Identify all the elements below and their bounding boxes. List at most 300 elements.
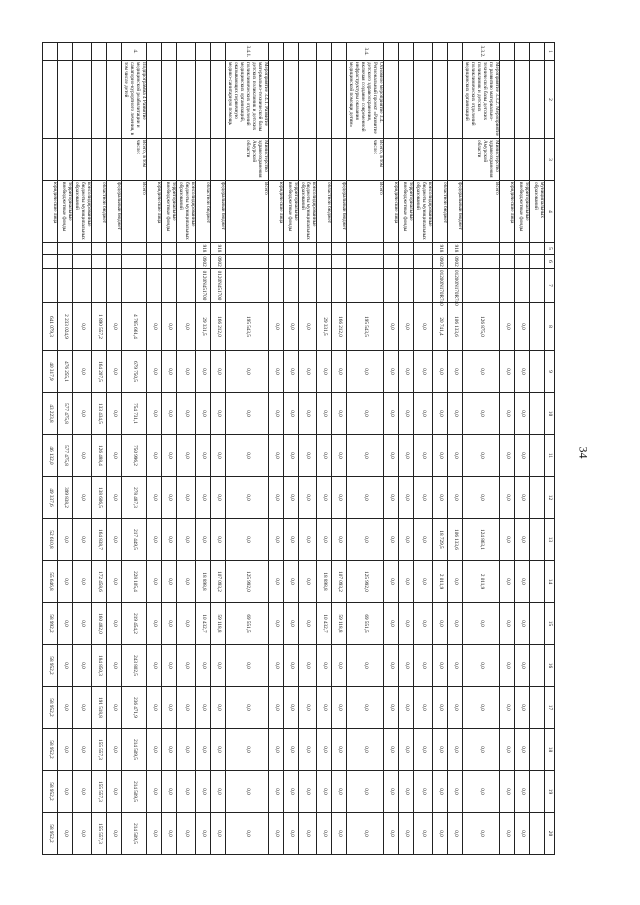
value-cell: 0,0 (210, 729, 225, 771)
value-cell: 0,0 (399, 771, 414, 813)
value-cell: 0,0 (161, 561, 176, 603)
table-row (268, 43, 283, 855)
value-cell: 0,0 (463, 477, 500, 519)
cell-c4: территориальные внебюджетные фонды (515, 181, 530, 243)
cell-c1 (107, 43, 122, 61)
value-cell: 0,0 (210, 687, 225, 729)
cell-c2 (283, 61, 298, 139)
cell-c7 (414, 269, 433, 303)
value-cell: 1 890 557,2 (92, 303, 107, 351)
cell-c5 (298, 243, 317, 255)
value-cell: 0,0 (268, 393, 283, 435)
cell-c1 (530, 43, 545, 61)
cell-c7 (225, 269, 268, 303)
value-cell: 0,0 (448, 603, 463, 645)
value-cell: 0,0 (384, 645, 399, 687)
value-cell: 0,0 (146, 771, 161, 813)
value-cell: 0,0 (399, 729, 414, 771)
value-cell: 0,0 (176, 435, 195, 477)
value-cell: 0,0 (107, 687, 122, 729)
value-cell: 0,0 (463, 771, 500, 813)
value-cell: 0,0 (515, 435, 530, 477)
value-cell: 0,0 (448, 729, 463, 771)
cell-c1: 3.4.1. (225, 43, 268, 61)
value-cell: 0,0 (500, 771, 515, 813)
cell-c5 (92, 243, 107, 255)
value-cell: 40 317,9 (43, 351, 58, 393)
value-cell: 58 992,2 (43, 603, 58, 645)
cell-c2 (92, 61, 107, 139)
value-cell: 0,0 (399, 645, 414, 687)
value-cell: 278 487,3 (122, 477, 147, 519)
value-cell: 0,0 (225, 771, 268, 813)
cell-c6 (298, 255, 317, 269)
value-cell: 0,0 (210, 393, 225, 435)
cell-c3 (283, 139, 298, 181)
value-cell: 0,0 (146, 561, 161, 603)
value-cell: 0,0 (515, 771, 530, 813)
cell-c1 (414, 43, 433, 61)
value-cell: 0,0 (283, 687, 298, 729)
cell-c2 (161, 61, 176, 139)
value-cell: 0,0 (107, 561, 122, 603)
value-cell: 0,0 (500, 687, 515, 729)
value-cell: 0,0 (225, 351, 268, 393)
value-cell: 0,0 (195, 519, 210, 561)
value-cell: 0,0 (146, 687, 161, 729)
cell-c5 (73, 243, 92, 255)
value-cell (530, 687, 545, 729)
cell-c2 (500, 61, 515, 139)
value-cell: 0,0 (433, 435, 448, 477)
value-cell (530, 351, 545, 393)
value-cell: 2 233 024,9 (58, 303, 73, 351)
value-cell (530, 303, 545, 351)
cell-c6 (268, 255, 283, 269)
cell-c3: Министерство здравоохранения Амурской области (225, 139, 268, 181)
value-cell: 0,0 (515, 729, 530, 771)
table-row (515, 43, 530, 855)
header-cell: 19 (545, 771, 555, 813)
value-cell: 0,0 (448, 645, 463, 687)
value-cell: 0,0 (58, 687, 73, 729)
value-cell: 0,0 (73, 519, 92, 561)
cell-c4: территориальные внебюджетные фонды (161, 181, 176, 243)
value-cell: 0,0 (384, 519, 399, 561)
value-cell: 69 551,5 (225, 603, 268, 645)
value-cell: 4 765 661,4 (122, 303, 147, 351)
value-cell: 0,0 (347, 351, 384, 393)
cell-c2 (146, 61, 161, 139)
value-cell: 29 331,5 (195, 303, 210, 351)
value-cell: 0,0 (298, 687, 317, 729)
cell-c7: 01200N170R740 (433, 269, 448, 303)
cell-c2 (268, 61, 283, 139)
cell-c6: 0902 (210, 255, 225, 269)
value-cell: 0,0 (210, 351, 225, 393)
table-row (92, 43, 107, 855)
value-cell: 0,0 (58, 561, 73, 603)
value-cell: 0,0 (176, 771, 195, 813)
cell-c1 (268, 43, 283, 61)
value-cell: 0,0 (298, 351, 317, 393)
value-cell: 0,0 (448, 435, 463, 477)
cell-c3 (399, 139, 414, 181)
header-cell: 7 (545, 269, 555, 303)
value-cell: 0,0 (195, 729, 210, 771)
value-cell: 0,0 (448, 477, 463, 519)
cell-c2 (43, 61, 58, 139)
cell-c7 (384, 269, 399, 303)
value-cell: 0,0 (176, 729, 195, 771)
value-cell: 0,0 (58, 729, 73, 771)
value-cell: 195 543,5 (225, 303, 268, 351)
value-cell: 0,0 (58, 813, 73, 855)
value-cell: 0,0 (500, 603, 515, 645)
value-cell: 172 458,6 (92, 561, 107, 603)
value-cell: 0,0 (347, 645, 384, 687)
value-cell: 0,0 (161, 393, 176, 435)
value-cell: 160 482,0 (92, 603, 107, 645)
value-cell: 0,0 (73, 477, 92, 519)
cell-c3 (500, 139, 515, 181)
value-cell: 0,0 (58, 519, 73, 561)
value-cell (530, 729, 545, 771)
value-cell: 58 952,2 (43, 813, 58, 855)
cell-c1 (283, 43, 298, 61)
cell-c7 (399, 269, 414, 303)
value-cell (530, 393, 545, 435)
value-cell: 0,0 (317, 687, 332, 729)
value-cell: 0,0 (283, 519, 298, 561)
value-cell: 0,0 (73, 687, 92, 729)
value-cell: 0,0 (463, 351, 500, 393)
cell-c5: 918 (210, 243, 225, 255)
cell-c6 (399, 255, 414, 269)
cell-c7 (515, 269, 530, 303)
cell-c5 (317, 243, 332, 255)
value-cell: 0,0 (463, 687, 500, 729)
value-cell: 155 557,3 (92, 771, 107, 813)
value-cell: 228 105,4 (122, 561, 147, 603)
value-cell: 58 952,2 (43, 729, 58, 771)
value-cell (530, 477, 545, 519)
value-cell: 0,0 (500, 477, 515, 519)
cell-c7 (146, 269, 161, 303)
value-cell: 0,0 (500, 729, 515, 771)
value-cell: 155 557,3 (92, 729, 107, 771)
value-cell: 0,0 (298, 477, 317, 519)
value-cell: 0,0 (463, 813, 500, 855)
cell-c2 (414, 61, 433, 139)
cell-c7 (43, 269, 58, 303)
value-cell: 20 741,4 (433, 303, 448, 351)
value-cell: 0,0 (500, 813, 515, 855)
value-cell (530, 519, 545, 561)
value-cell: 124 863,1 (463, 519, 500, 561)
value-cell: 191 518,8 (92, 687, 107, 729)
cell-c4: юридические лица (500, 181, 515, 243)
table-row (210, 43, 225, 855)
cell-c6 (500, 255, 515, 269)
cell-c2 (515, 61, 530, 139)
value-cell: 0,0 (414, 729, 433, 771)
value-cell: 577 475,8 (58, 393, 73, 435)
value-cell: 0,0 (515, 603, 530, 645)
value-cell: 0,0 (515, 561, 530, 603)
cell-c3 (58, 139, 73, 181)
value-cell: 0,0 (515, 393, 530, 435)
value-cell: 0,0 (146, 645, 161, 687)
cell-c5 (107, 243, 122, 255)
value-cell: 0,0 (107, 303, 122, 351)
budget-table-sheet (48, 42, 555, 852)
value-cell: 0,0 (332, 687, 347, 729)
value-cell: 184 850,3 (92, 645, 107, 687)
header-cell: 16 (545, 645, 555, 687)
table-row (225, 43, 268, 855)
cell-c5 (399, 243, 414, 255)
cell-c7 (317, 269, 332, 303)
value-cell: 0,0 (146, 603, 161, 645)
value-cell: 0,0 (210, 435, 225, 477)
value-cell: 55 646,8 (43, 561, 58, 603)
value-cell: 0,0 (225, 519, 268, 561)
value-cell: 0,0 (146, 729, 161, 771)
value-cell: 58 952,2 (43, 687, 58, 729)
value-cell: 0,0 (161, 351, 176, 393)
cell-c4: территориальные внебюджетные фонды (58, 181, 73, 243)
value-cell: 0,0 (58, 603, 73, 645)
value-cell: 0,0 (268, 771, 283, 813)
cell-c4: консолидированные бюджеты муниципальных образований (298, 181, 317, 243)
value-cell: 0,0 (283, 561, 298, 603)
value-cell: 0,0 (298, 729, 317, 771)
cell-c4: юридические лица (146, 181, 161, 243)
value-cell: 0,0 (195, 477, 210, 519)
value-cell: 0,0 (268, 729, 283, 771)
value-cell: 0,0 (161, 687, 176, 729)
value-cell: 0,0 (298, 519, 317, 561)
value-cell: 217 449,5 (122, 519, 147, 561)
cell-c5 (515, 243, 530, 255)
value-cell: 0,0 (414, 303, 433, 351)
cell-c2 (384, 61, 399, 139)
cell-c4: федеральный бюджет (210, 181, 225, 243)
cell-c7 (347, 269, 384, 303)
value-cell: 0,0 (146, 477, 161, 519)
value-cell: 0,0 (384, 729, 399, 771)
value-cell: 0,0 (414, 771, 433, 813)
cell-c6 (176, 255, 195, 269)
cell-c6 (122, 255, 147, 269)
value-cell: 0,0 (268, 435, 283, 477)
cell-c4: федеральный бюджет (332, 181, 347, 243)
cell-c5 (530, 243, 545, 255)
table-row (399, 43, 414, 855)
value-cell: 0,0 (433, 351, 448, 393)
value-cell: 18 898,8 (317, 561, 332, 603)
cell-c1 (500, 43, 515, 61)
cell-c7: 0120N451700 (195, 269, 210, 303)
table-row (73, 43, 92, 855)
cell-c1 (92, 43, 107, 61)
cell-c7 (463, 269, 500, 303)
value-cell: 0,0 (384, 561, 399, 603)
value-cell: 58 952,2 (43, 771, 58, 813)
cell-c5 (43, 243, 58, 255)
cell-c2 (298, 61, 317, 139)
cell-c7 (283, 269, 298, 303)
value-cell: 0,0 (73, 645, 92, 687)
value-cell: 0,0 (210, 519, 225, 561)
header-cell: 20 (545, 813, 555, 855)
cell-c6: 0902 (433, 255, 448, 269)
table-row (107, 43, 122, 855)
value-cell: 0,0 (463, 729, 500, 771)
cell-c6 (58, 255, 73, 269)
value-cell: 0,0 (500, 435, 515, 477)
value-cell: 0,0 (107, 393, 122, 435)
value-cell: 0,0 (433, 603, 448, 645)
value-cell: 0,0 (399, 435, 414, 477)
cell-c2: Подпрограмма 4 Развитие медицинской реабилитации и санаторно-курортного лечения, в том числе детей (122, 61, 147, 139)
value-cell: 0,0 (225, 645, 268, 687)
header-cell: 12 (545, 477, 555, 519)
value-cell (530, 435, 545, 477)
value-cell: 43 223,8 (43, 393, 58, 435)
value-cell: 0,0 (225, 813, 268, 855)
value-cell: 0,0 (414, 435, 433, 477)
value-cell: 0,0 (347, 687, 384, 729)
value-cell: 0,0 (268, 351, 283, 393)
header-cell: 8 (545, 303, 555, 351)
value-cell: 0,0 (332, 351, 347, 393)
cell-c3: Всего, в том числе: (122, 139, 147, 181)
value-cell: 0,0 (107, 351, 122, 393)
cell-c7 (161, 269, 176, 303)
value-cell: 0,0 (399, 561, 414, 603)
cell-c6 (332, 255, 347, 269)
cell-c7 (176, 269, 195, 303)
value-cell: 0,0 (58, 645, 73, 687)
value-cell: 0,0 (161, 519, 176, 561)
value-cell: 0,0 (500, 519, 515, 561)
value-cell: 138 606,5 (92, 477, 107, 519)
value-cell: 0,0 (283, 729, 298, 771)
value-cell: 0,0 (176, 351, 195, 393)
cell-c5 (176, 243, 195, 255)
value-cell: 46 132,0 (43, 435, 58, 477)
value-cell: 0,0 (73, 729, 92, 771)
cell-c7 (122, 269, 147, 303)
value-cell: 0,0 (298, 603, 317, 645)
value-cell: 0,0 (384, 477, 399, 519)
cell-c6 (73, 255, 92, 269)
value-cell: 166 212,0 (210, 303, 225, 351)
value-cell: 155 557,3 (92, 813, 107, 855)
cell-c1 (515, 43, 530, 61)
value-cell: 0,0 (384, 813, 399, 855)
table-row (317, 43, 332, 855)
cell-c4: территориальные внебюджетные фонды (399, 181, 414, 243)
cell-c6 (515, 255, 530, 269)
value-cell: 0,0 (384, 393, 399, 435)
value-cell: 10 432,7 (195, 603, 210, 645)
value-cell: 0,0 (463, 603, 500, 645)
cell-c4: консолидированные бюджеты муниципальных образований (73, 181, 92, 243)
value-cell: 0,0 (332, 645, 347, 687)
value-cell: 0,0 (225, 729, 268, 771)
cell-c4: юридические лица (384, 181, 399, 243)
cell-c3 (43, 139, 58, 181)
value-cell: 0,0 (384, 303, 399, 351)
value-cell: 0,0 (161, 477, 176, 519)
cell-c4: консолидированные бюджеты муниципальных образований (414, 181, 433, 243)
value-cell: 10 432,7 (317, 603, 332, 645)
value-cell (530, 645, 545, 687)
table-row (463, 43, 500, 855)
value-cell: 2 011,9 (463, 561, 500, 603)
cell-c3 (73, 139, 92, 181)
cell-c3 (298, 139, 317, 181)
header-cell: 17 (545, 687, 555, 729)
cell-c3: Всего, в том числе: (347, 139, 384, 181)
value-cell: 0,0 (195, 645, 210, 687)
value-cell: 0,0 (332, 813, 347, 855)
table-row (414, 43, 433, 855)
value-cell: 0,0 (500, 645, 515, 687)
cell-c2 (73, 61, 92, 139)
value-cell: 0,0 (332, 477, 347, 519)
value-cell: 0,0 (283, 477, 298, 519)
value-cell: 0,0 (176, 303, 195, 351)
value-cell: 0,0 (195, 813, 210, 855)
value-cell: 641 079,3 (43, 303, 58, 351)
value-cell: 0,0 (210, 645, 225, 687)
cell-c5 (332, 243, 347, 255)
value-cell: 214 509,5 (122, 729, 147, 771)
header-cell: 18 (545, 729, 555, 771)
cell-c5 (225, 243, 268, 255)
table-row (384, 43, 399, 855)
value-cell: 0,0 (515, 645, 530, 687)
cell-c7 (58, 269, 73, 303)
header-cell: 15 (545, 603, 555, 645)
value-cell: 0,0 (107, 813, 122, 855)
value-cell: 133 434,5 (92, 393, 107, 435)
value-cell (530, 771, 545, 813)
cell-c5 (268, 243, 283, 255)
value-cell: 219 454,2 (122, 603, 147, 645)
value-cell: 0,0 (399, 303, 414, 351)
cell-c6 (317, 255, 332, 269)
value-cell: 0,0 (500, 393, 515, 435)
value-cell: 0,0 (317, 435, 332, 477)
value-cell: 476 255,1 (58, 351, 73, 393)
value-cell: 52 610,8 (43, 519, 58, 561)
table-row (283, 43, 298, 855)
value-cell: 0,0 (414, 813, 433, 855)
cell-c3 (433, 139, 448, 181)
value-cell: 0,0 (283, 435, 298, 477)
value-cell: 0,0 (268, 477, 283, 519)
cell-c1: 4. (122, 43, 147, 61)
value-cell: 0,0 (448, 561, 463, 603)
value-cell: 0,0 (332, 519, 347, 561)
cell-c5: 918 (448, 243, 463, 255)
value-cell: 0,0 (176, 687, 195, 729)
